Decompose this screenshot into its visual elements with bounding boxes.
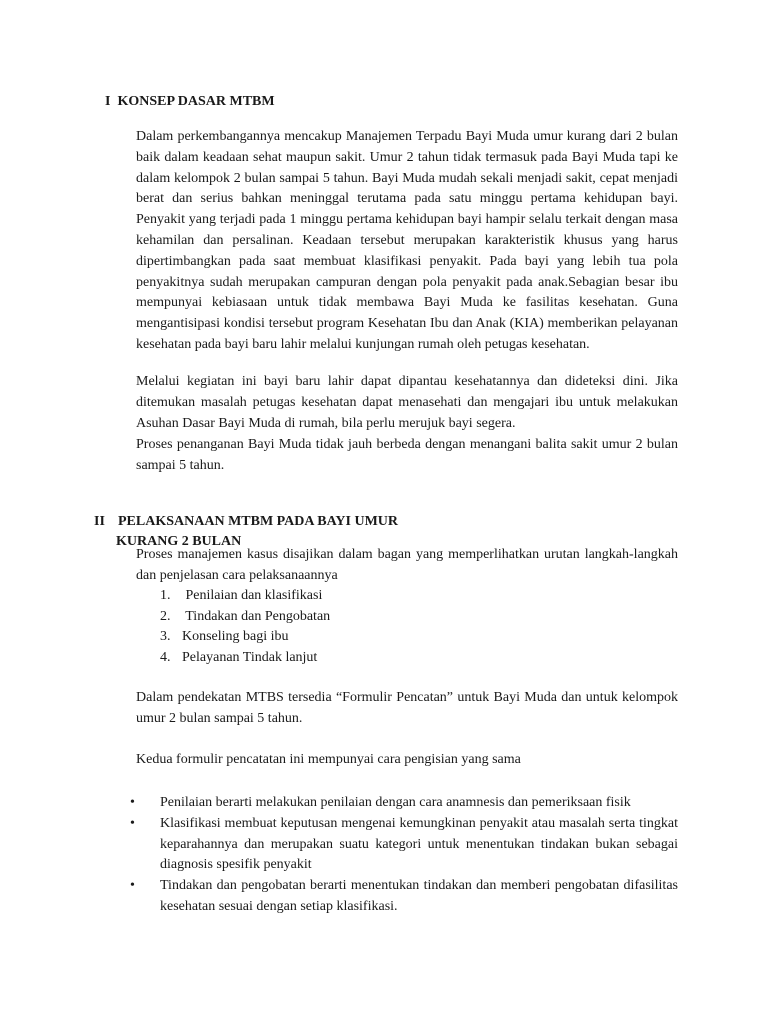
section-1-title: KONSEP DASAR MTBM bbox=[117, 94, 275, 109]
bullet-list bbox=[130, 793, 678, 918]
section-1-number: I bbox=[105, 94, 111, 109]
bullet-icon: • bbox=[130, 878, 135, 894]
section-2-title-line-2: KURANG 2 BULAN bbox=[116, 534, 242, 549]
step-number: 1. bbox=[160, 588, 171, 603]
section-1-heading bbox=[105, 92, 275, 112]
step-text: Penilaian dan klasifikasi bbox=[182, 588, 323, 603]
list-item bbox=[160, 648, 330, 669]
section-1-paragraph-3: Proses penanganan Bayi Muda tidak jauh berbeda dengan menangani balita sakit umur 2 bulan sampai 5 tahun. bbox=[136, 437, 678, 473]
bullet-icon: • bbox=[130, 795, 135, 810]
section-1-paragraph-1: Dalam perkembangannya mencakup Manajemen Terpadu Bayi Muda umur kurang dari 2 bulan baik dalam keadaan sehat maupun sakit. Umur 2 tahun tidak termasuk pada Bayi Muda tapi ke dalam kelompok 2 bulan sampai 5 tahun. Bayi Muda mudah sekali menjadi sakit, cepat menjadi berat dan serius bahkan meninggal terutama pada satu minggu pertama kehidupan bayi. Penyakit yang terjadi pada 1 minggu pertama kehidupan bayi hampir selalu terkait dengan masa kehamilan dan persalinan. Keadaan tersebut merupakan karakteristik khusus yang harus dipertimbangkan pada saat membuat klasifikasi penyakit. Pada bayi yang lebih tua pola penyakitnya sudah merupakan campuran dengan pola penyakit pada anak.Sebagian besar ibu mempunyai kebiasaan untuk tidak membawa Bayi Muda ke fasilitas kesehatan. Guna mengantisipasi kondisi tersebut program Kesehatan Ibu dan Anak (KIA) memberikan pelayanan kesehatan pada bayi baru lahir melalui kunjungan rumah oleh petugas kesehatan. bbox=[136, 129, 678, 352]
section-2-intro: Proses manajemen kasus disajikan dalam bagan yang memperlihatkan urutan langkah-langkah dan penjelasan cara pelaksanaannya bbox=[136, 547, 678, 583]
section-1-paragraph-2: Melalui kegiatan ini bayi baru lahir dapat dipantau kesehatannya dan dideteksi dini. Jika ditemukan masalah petugas kesehatan dapat menasehati dan mengajari ibu untuk melakukan Asuhan Dasar Bayi Muda di rumah, bila perlu merujuk bayi segera. bbox=[136, 374, 678, 431]
step-text: Pelayanan Tindak lanjut bbox=[182, 649, 318, 665]
list-item bbox=[160, 627, 330, 648]
list-item bbox=[160, 607, 330, 628]
step-number: 3. bbox=[160, 629, 171, 645]
step-number: 2. bbox=[160, 608, 171, 624]
list-item bbox=[160, 586, 330, 607]
formulir-paragraph: Dalam pendekatan MTBS tersedia “Formulir Pencatan” untuk Bayi Muda dan untuk kelompok umur 2 bulan sampai 5 tahun. bbox=[136, 690, 678, 726]
bullet-text: Klasifikasi membuat keputusan mengenai kemungkinan penyakit atau masalah serta tingkat keparahannya dan merupakan suatu kategori untuk menentukan tindakan bukan sebagai diagnosis spesifik penyakit bbox=[160, 815, 678, 873]
section-2-number: II bbox=[94, 514, 105, 529]
bullet-text: Penilaian berarti melakukan penilaian dengan cara anamnesis dan pemeriksaan fisik bbox=[160, 795, 631, 810]
list-item bbox=[130, 814, 678, 876]
list-item bbox=[130, 876, 678, 918]
step-text: Konseling bagi ibu bbox=[182, 629, 289, 645]
steps-list bbox=[160, 586, 330, 668]
step-text: Tindakan dan Pengobatan bbox=[182, 608, 331, 624]
section-2-title-line-1: PELAKSANAAN MTBM PADA BAYI UMUR bbox=[118, 514, 399, 529]
step-number: 4. bbox=[160, 649, 171, 665]
bullet-icon: • bbox=[130, 815, 135, 831]
list-item bbox=[130, 793, 678, 814]
bullet-text: Tindakan dan pengobatan berarti menentukan tindakan dan memberi pengobatan difasilitas kesehatan sesuai dengan setiap klasifikasi. bbox=[160, 878, 678, 914]
kedua-formulir-paragraph: Kedua formulir pencatatan ini mempunyai cara pengisian yang sama bbox=[136, 752, 521, 767]
